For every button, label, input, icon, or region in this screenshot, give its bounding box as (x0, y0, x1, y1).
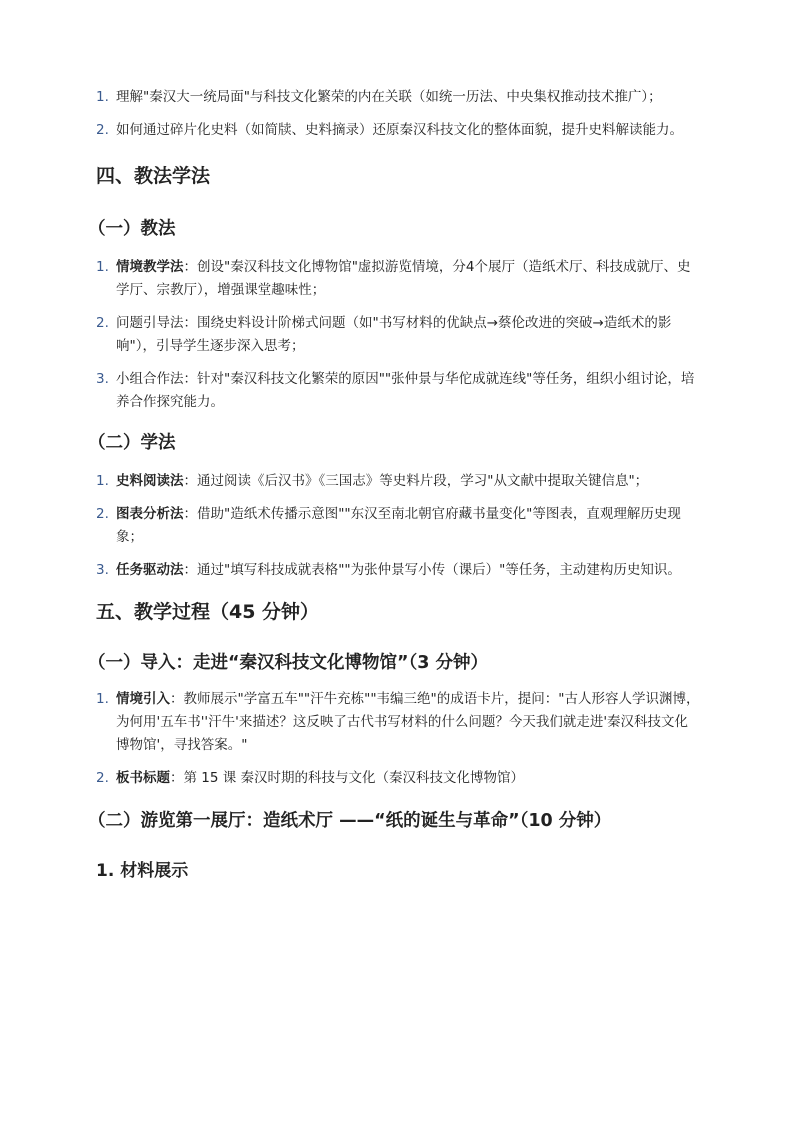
list-item (96, 767, 700, 790)
subsection-heading: （一）教法 (88, 219, 176, 239)
list-number: 2. (96, 122, 109, 138)
list-item (96, 86, 700, 109)
method-name: 图表分析法 (116, 506, 184, 522)
learning-methods-list (96, 470, 700, 582)
list-item (96, 312, 700, 358)
list-item (96, 368, 700, 414)
subsection-heading: （二）游览第一展厅：造纸术厅 ——“纸的诞生与革命”（10 分钟） (88, 811, 612, 831)
subsection-heading: （二）学法 (88, 433, 176, 453)
list-item (96, 119, 700, 142)
intro-steps-list (96, 688, 700, 790)
list-number: 1. (96, 89, 109, 105)
list-number: 2. (96, 506, 109, 522)
list-item (96, 470, 700, 493)
list-text: ：创设"秦汉科技文化博物馆"虚拟游览情境，分4个展厅（造纸术厅、科技成就厅、史学厅、宗教厅），增强课堂趣味性； (116, 259, 691, 298)
section-heading: 五、教学过程（45 分钟） (96, 601, 320, 623)
objective-list (96, 86, 700, 142)
step-name: 板书标题 (116, 770, 170, 786)
list-item (96, 559, 700, 582)
method-name: 情境教学法 (116, 259, 184, 275)
list-text: ：通过阅读《后汉书》《三国志》等史料片段，学习"从文献中提取关键信息"； (183, 473, 649, 489)
list-text: 如何通过碎片化史料（如简牍、史料摘录）还原秦汉科技文化的整体面貌，提升史料解读能力。 (116, 122, 683, 138)
subsection-heading: （一）导入：走进“秦汉科技文化博物馆”（3 分钟） (88, 653, 489, 673)
list-number: 2. (96, 770, 109, 786)
list-text: 小组合作法：针对"秦汉科技文化繁荣的原因""张仲景与华佗成就连线"等任务，组织小组讨论，培养合作探究能力。 (116, 371, 695, 410)
list-text: 理解"秦汉大一统局面"与科技文化繁荣的内在关联（如统一历法、中央集权推动技术推广）； (116, 89, 662, 105)
list-text: ：通过"填写科技成就表格""为张仲景写小传（课后）"等任务，主动建构历史知识。 (183, 562, 681, 578)
list-number: 2. (96, 315, 109, 331)
list-text: ：教师展示"学富五车""汗牛充栋""韦编三绝"的成语卡片，提问："古人形容人学识渊博，为何用'五车书''汗牛'来描述？这反映了古代书写材料的什么问题？今天我们就走进'秦汉科技文化博物馆'，寻找答案。" (116, 691, 700, 753)
list-text: ：第 15 课 秦汉时期的科技与文化（秦汉科技文化博物馆） (170, 770, 525, 786)
sub-subsection-heading: 1. 材料展示 (96, 861, 189, 881)
list-item (96, 503, 700, 549)
list-number: 1. (96, 473, 109, 489)
list-number: 3. (96, 562, 109, 578)
list-item (96, 688, 700, 757)
method-name: 任务驱动法 (116, 562, 184, 578)
list-item (96, 256, 700, 302)
list-text: ：借助"造纸术传播示意图""东汉至南北朝官府藏书量变化"等图表，直观理解历史现象； (116, 506, 681, 545)
document-page (88, 86, 700, 884)
teaching-methods-list (96, 256, 700, 414)
method-name: 史料阅读法 (116, 473, 184, 489)
list-text: 问题引导法：围绕史料设计阶梯式问题（如"书写材料的优缺点→蔡伦改进的突破→造纸术的影响"），引导学生逐步深入思考； (116, 315, 672, 354)
section-heading: 四、教法学法 (96, 165, 211, 187)
list-number: 1. (96, 691, 109, 707)
list-number: 3. (96, 371, 109, 387)
list-number: 1. (96, 259, 109, 275)
step-name: 情境引入 (116, 691, 170, 707)
